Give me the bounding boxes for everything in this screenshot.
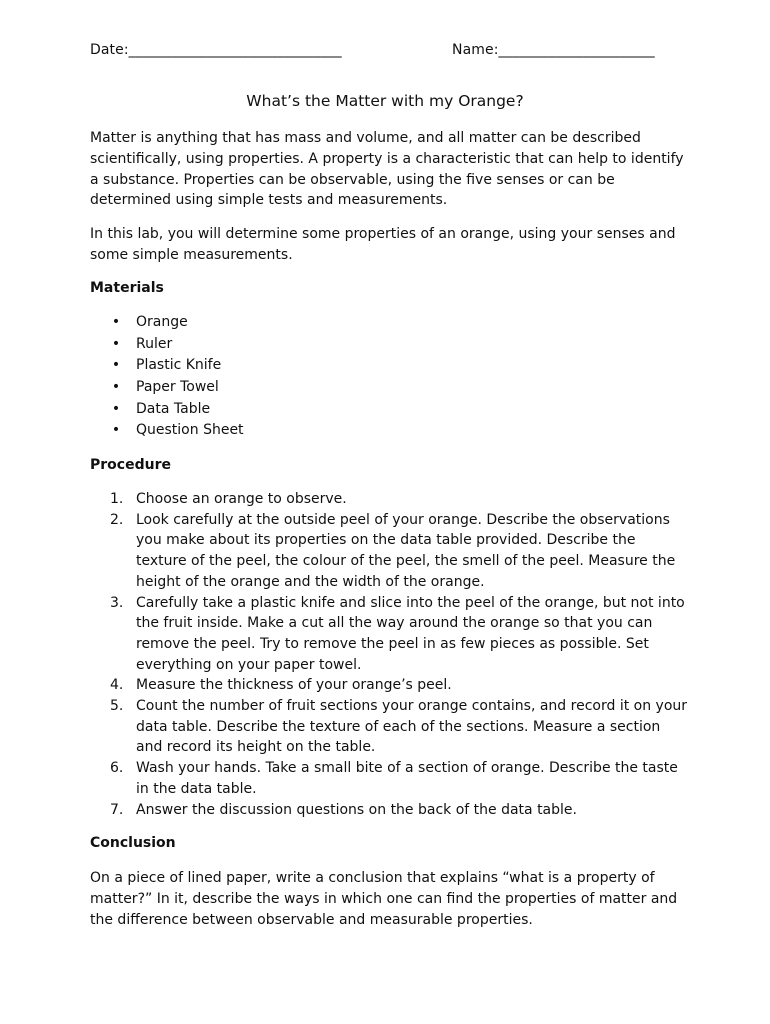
procedure-step <box>110 675 690 696</box>
procedure-heading: Procedure <box>90 457 171 473</box>
step-number: 5. <box>110 698 124 715</box>
procedure-step <box>110 696 690 758</box>
materials-list <box>110 312 244 442</box>
bullet-icon: • <box>111 422 121 439</box>
step-text: Count the number of fruit sections your orange contains, and record it on your data table. Describe the texture of each of the sections. Measure a section and record its height on the table. <box>136 698 688 756</box>
list-item <box>110 355 244 377</box>
step-number: 1. <box>110 491 124 507</box>
intro-paragraph-1: Matter is anything that has mass and volume, and all matter can be described scientifically, using properties. A property is a characteristic that can help to identify a substance. Properties can be observable, using the five senses or can be determined using simple tests and measurements. <box>90 130 684 209</box>
procedure-step <box>110 758 690 799</box>
material-label: Orange <box>136 314 188 330</box>
step-text: Choose an orange to observe. <box>136 491 347 507</box>
step-number: 2. <box>110 511 124 528</box>
procedure-step <box>110 510 690 593</box>
materials-heading: Materials <box>90 280 164 296</box>
bullet-icon: • <box>111 400 121 417</box>
intro-paragraph-2: In this lab, you will determine some properties of an orange, using your senses and some simple measurements. <box>90 226 676 263</box>
name-field-label: Name:______________________ <box>452 42 655 58</box>
step-text: Wash your hands. Take a small bite of a section of orange. Describe the taste in the data table. <box>136 760 678 797</box>
date-field-label: Date:______________________________ <box>90 42 342 58</box>
procedure-step <box>110 800 690 821</box>
procedure-step <box>110 489 690 510</box>
list-item <box>110 399 244 421</box>
step-number: 4. <box>110 677 124 694</box>
step-number: 7. <box>110 801 124 818</box>
bullet-icon: • <box>111 314 121 330</box>
bullet-icon: • <box>111 335 121 352</box>
list-item <box>110 420 244 442</box>
list-item <box>110 377 244 399</box>
material-label: Plastic Knife <box>136 357 222 374</box>
procedure-list <box>110 489 690 820</box>
material-label: Data Table <box>136 400 211 417</box>
step-text: Measure the thickness of your orange’s peel. <box>136 677 452 694</box>
step-text: Carefully take a plastic knife and slice into the peel of the orange, but not into the fruit inside. Make a cut all the way around the orange so that you can remove the peel. Try to remove the peel in as few pieces as possible. Set everything on your paper towel. <box>136 594 685 673</box>
page-title: What’s the Matter with my Orange? <box>246 92 524 110</box>
step-number: 3. <box>110 594 124 611</box>
step-text: Answer the discussion questions on the back of the data table. <box>136 801 577 818</box>
bullet-icon: • <box>111 357 121 374</box>
material-label: Paper Towel <box>136 379 219 396</box>
conclusion-heading: Conclusion <box>90 835 176 851</box>
list-item <box>110 312 244 334</box>
step-text: Look carefully at the outside peel of your orange. Describe the observations you make about its properties on the data table provided. Describe the texture of the peel, the colour of the peel, the smell of the peel. Measure the height of the orange and the width of the orange. <box>136 511 676 590</box>
conclusion-paragraph: On a piece of lined paper, write a conclusion that explains “what is a property of matter?” In it, describe the ways in which one can find the properties of matter and the difference between observable and measurable properties. <box>90 870 678 928</box>
bullet-icon: • <box>111 379 121 396</box>
list-item <box>110 334 244 356</box>
step-number: 6. <box>110 760 124 777</box>
procedure-step <box>110 593 690 676</box>
material-label: Ruler <box>136 335 173 352</box>
material-label: Question Sheet <box>136 422 244 439</box>
